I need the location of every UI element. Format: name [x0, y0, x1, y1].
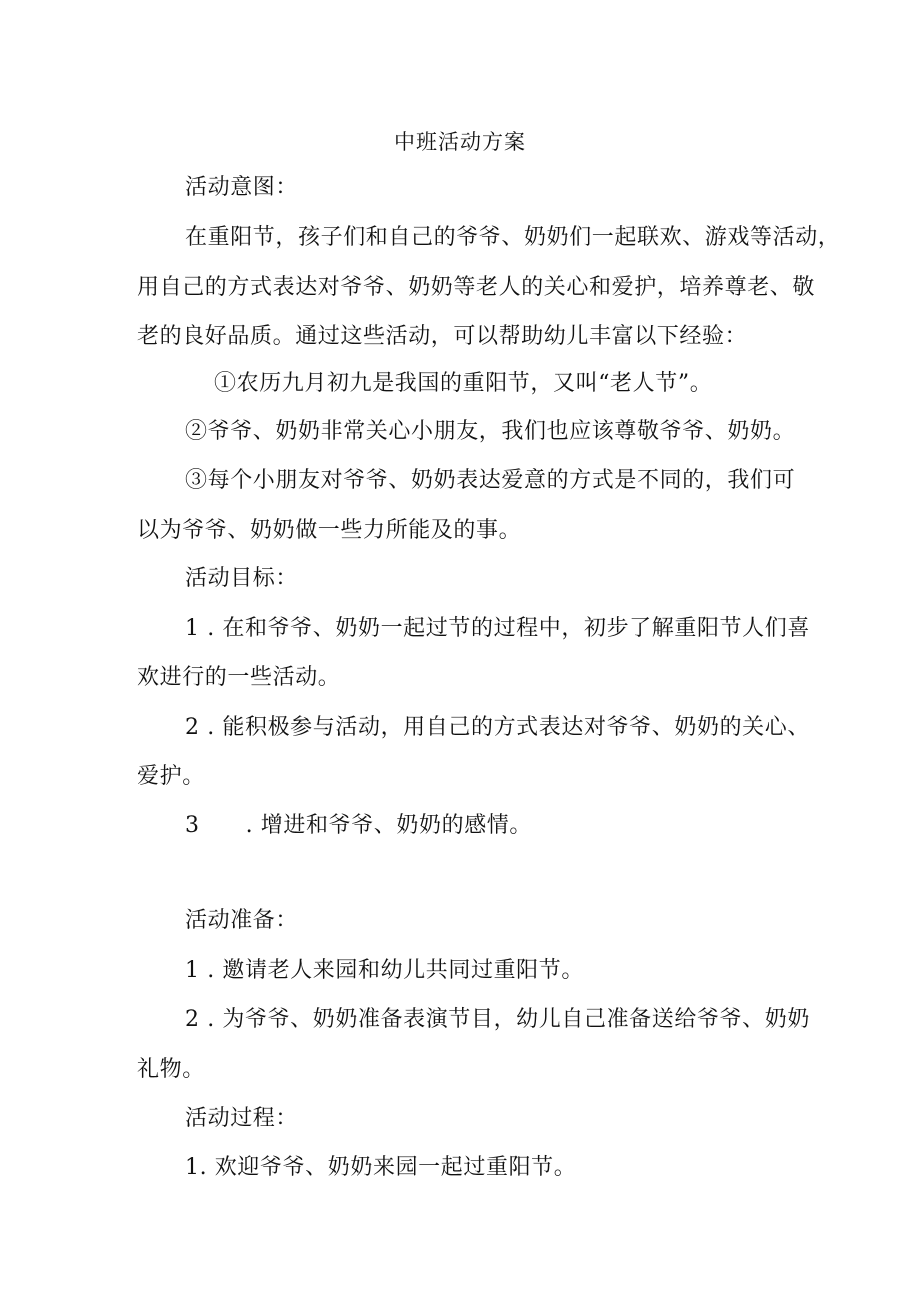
- intent-paragraph-line-1: 在重阳节，孩子们和自己的爷爷、奶奶们一起联欢、游戏等活动，: [185, 225, 841, 250]
- experience-item-3-line-1: ③每个小朋友对爷爷、奶奶表达爱意的方式是不同的，我们可: [185, 468, 796, 493]
- experience-item-2: ②爷爷、奶奶非常关心小朋友，我们也应该尊敬爷爷、奶奶。: [185, 419, 796, 444]
- process-item-1: 1. 欢迎爷爷、奶奶来园一起过重阳节。: [185, 1155, 577, 1180]
- prep-heading: 活动准备：: [185, 908, 299, 933]
- experience-item-1: ①农历九月初九是我国的重阳节，又叫“老人节”。: [214, 371, 713, 396]
- prep-item-2-line-1: 2 . 为爷爷、奶奶准备表演节目，幼儿自己准备送给爷爷、奶奶: [185, 1007, 810, 1032]
- prep-item-2-line-2: 礼物。: [137, 1057, 205, 1082]
- intent-heading: 活动意图：: [185, 175, 299, 200]
- goal-item-1-line-1: 1 . 在和爷爷、奶奶一起过节的过程中，初步了解重阳节人们喜: [185, 616, 810, 641]
- goal-item-3: [185, 810, 532, 842]
- goal-item-2-line-2: 爱护。: [137, 764, 205, 789]
- goal-item-1-line-2: 欢进行的一些活动。: [137, 665, 341, 690]
- goal-item-3-number: 3: [185, 813, 200, 838]
- intent-paragraph-line-2: 用自己的方式表达对爷爷、奶奶等老人的关心和爱护，培养尊老、敬: [137, 275, 816, 300]
- document-title: 中班活动方案: [394, 130, 526, 154]
- intent-paragraph-line-3: 老的良好品质。通过这些活动，可以帮助幼儿丰富以下经验：: [137, 324, 748, 349]
- process-heading: 活动过程：: [185, 1106, 299, 1131]
- goal-item-2-line-1: 2 . 能积极参与活动，用自己的方式表达对爷爷、奶奶的关心、: [185, 715, 810, 740]
- experience-item-3-line-2: 以为爷爷、奶奶做一些力所能及的事。: [137, 518, 522, 543]
- goal-heading: 活动目标：: [185, 566, 299, 591]
- goal-item-3-text: . 增进和爷爷、奶奶的感情。: [245, 813, 532, 838]
- prep-item-1: 1 . 邀请老人来园和幼儿共同过重阳节。: [185, 958, 584, 983]
